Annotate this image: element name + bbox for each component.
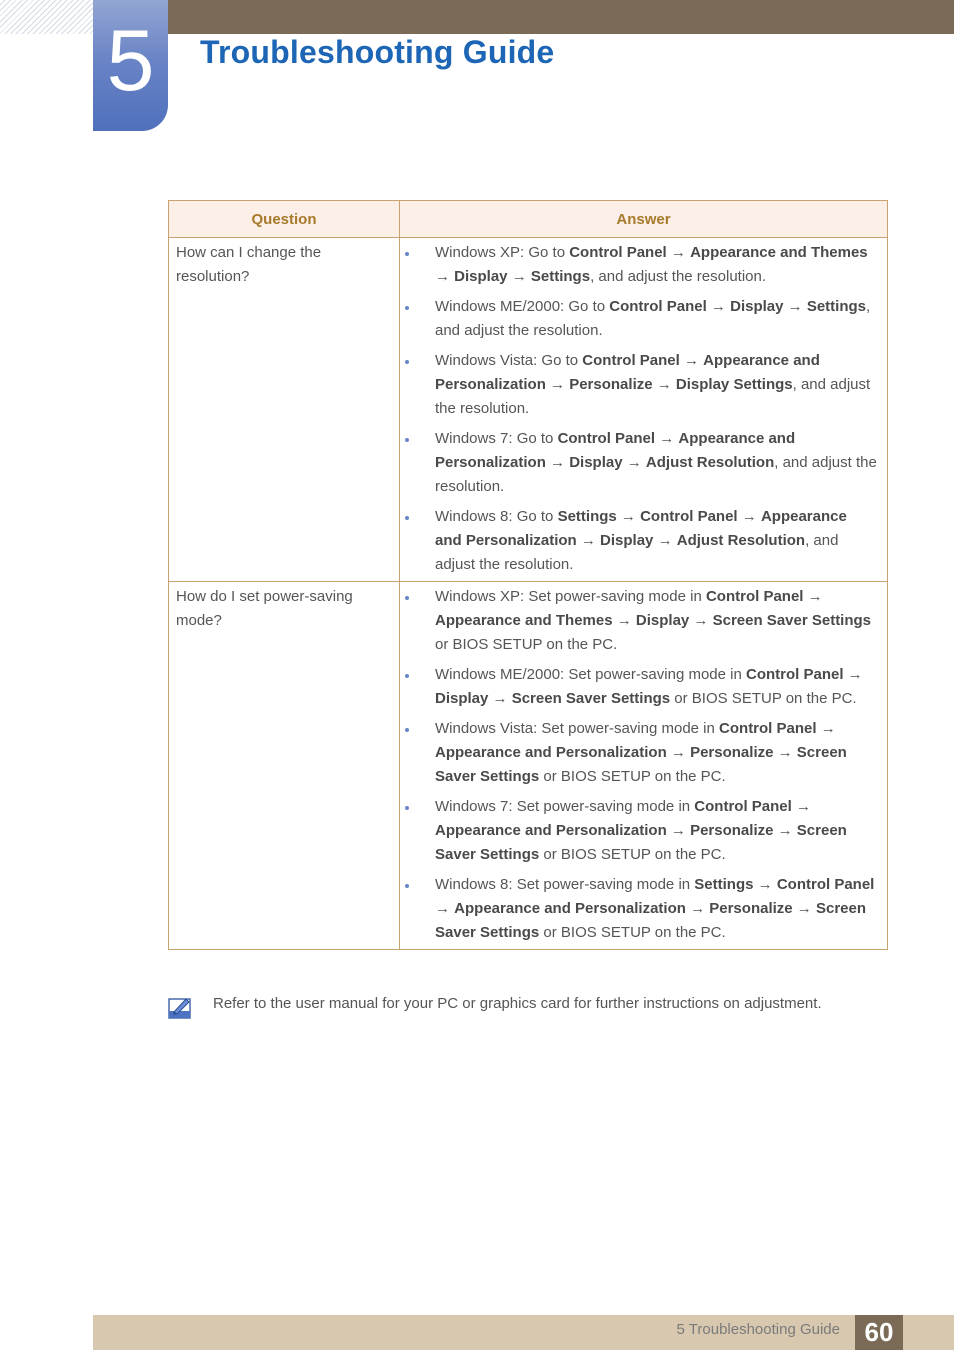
answer-text: , and adjust the resolution. [435,532,839,573]
menu-path-item: Display [635,612,690,629]
menu-path-item: Personalize [690,822,774,839]
menu-path-item: Display [569,454,623,471]
question-cell: How do I set power-saving mode? [169,582,400,950]
answer-text: → [616,508,641,525]
answer-text: → [435,268,455,285]
answer-text: → [435,900,455,917]
answer-text: → [655,430,679,447]
header-bar [168,0,954,34]
menu-path-item: Personalize [690,744,774,761]
menu-path-item: Appearance and Personalization [435,352,820,393]
answer-text: → [689,612,713,629]
table-body [169,238,888,950]
answer-list [400,241,877,577]
page-title: Troubleshooting Guide [200,34,555,70]
column-header-answer: Answer [400,201,888,238]
answer-text: → [679,352,704,369]
answer-list [400,585,877,945]
menu-path-item: Appearance and Personalization [435,822,667,839]
menu-path-item: Control Panel [705,588,804,605]
answer-text: → [488,690,512,707]
list-item [400,873,877,945]
answer-cell [400,582,888,950]
list-item [400,349,877,421]
bullet-icon [405,728,409,732]
answer-text: , and adjust the resolution. [435,298,871,339]
answer-text: → [666,244,691,261]
menu-path-item: Appearance and Personalization [454,900,686,917]
answer-text: → [685,900,710,917]
table-row [169,582,888,950]
answer-text: Windows 8: Go to [435,508,558,525]
list-item [400,717,877,789]
answer-text: Windows XP: Go to [435,244,570,261]
bullet-icon [405,306,409,310]
answer-text: or BIOS SETUP on the PC. [539,768,726,785]
menu-path-item: Display Settings [675,376,793,393]
menu-path-item: Control Panel [776,876,875,893]
question-cell: How can I change the resolution? [169,238,400,582]
list-item [400,505,877,577]
bullet-icon [405,674,409,678]
menu-path-item: Appearance and Themes [435,612,613,629]
header-hatch-decoration [0,0,93,34]
answer-text: → [545,376,570,393]
answer-text: Windows Vista: Go to [435,352,583,369]
answer-text: → [622,454,646,471]
list-item [400,585,877,657]
menu-path-item: Control Panel [719,720,817,737]
answer-text: Windows ME/2000: Go to [435,298,610,315]
answer-text: → [843,666,863,683]
list-item [400,241,877,289]
answer-text: → [576,532,601,549]
menu-path-item: Settings [806,298,866,315]
menu-path-item: Control Panel [569,244,667,261]
menu-path-item: Appearance and Personalization [435,508,847,549]
menu-path-item: Control Panel [640,508,738,525]
answer-text: or BIOS SETUP on the PC. [435,636,618,653]
menu-path-item: Settings [694,876,754,893]
menu-path-item: Appearance and Themes [690,244,868,261]
answer-cell [400,238,888,582]
note-text: Refer to the user manual for your PC or graphics card for further instructions on adjustment. [213,995,822,1012]
bullet-icon [405,438,409,442]
answer-text: → [773,744,797,761]
menu-path-item: Screen Saver Settings [511,690,671,707]
answer-text: → [803,588,823,605]
table-row [169,238,888,582]
menu-path-item: Control Panel [609,298,707,315]
answer-text: Windows Vista: Set power-saving mode in [435,720,720,737]
menu-path-item: Screen Saver Settings [435,744,847,785]
answer-text: → [612,612,636,629]
bullet-icon [405,806,409,810]
answer-text: → [652,376,676,393]
menu-path-item: Adjust Resolution [645,454,775,471]
answer-text: → [737,508,761,525]
menu-path-item: Settings [557,508,617,525]
answer-text: → [507,268,531,285]
bullet-icon [405,516,409,520]
menu-path-item: Control Panel [745,666,844,683]
list-item [400,427,877,499]
answer-text: → [666,822,691,839]
bullet-icon [405,252,409,256]
answer-text: , and adjust the resolution. [435,376,871,417]
answer-text: Windows ME/2000: Set power-saving mode in [435,666,746,683]
menu-path-item: Appearance and Personalization [435,430,796,471]
answer-text: → [816,720,836,737]
menu-path-item: Display [435,690,489,707]
answer-text: → [783,298,807,315]
answer-text: , and adjust the resolution. [590,268,767,285]
bullet-icon [405,360,409,364]
answer-text: Windows 7: Set power-saving mode in [435,798,695,815]
answer-text: or BIOS SETUP on the PC. [670,690,857,707]
menu-path-item: Screen Saver Settings [435,822,847,863]
menu-path-item: Control Panel [557,430,656,447]
menu-path-item: Control Panel [694,798,792,815]
bullet-icon [405,596,409,600]
menu-path-item: Display [600,532,654,549]
chapter-number-tab: 5 [93,0,168,131]
menu-path-item: Control Panel [582,352,680,369]
answer-text: , and adjust the resolution. [435,454,877,495]
list-item [400,295,877,343]
page-number: 60 [855,1315,903,1350]
menu-path-item: Display [454,268,508,285]
menu-path-item: Screen Saver Settings [435,900,867,941]
table-header-row [169,201,888,238]
answer-text: Windows 8: Set power-saving mode in [435,876,695,893]
answer-text: Windows XP: Set power-saving mode in [435,588,706,605]
answer-text: → [706,298,731,315]
note-pencil-icon [168,996,192,1020]
answer-text: → [792,900,816,917]
menu-path-item: Personalize [709,900,793,917]
bullet-icon [405,884,409,888]
menu-path-item: Personalize [569,376,653,393]
answer-text: → [653,532,677,549]
menu-path-item: Adjust Resolution [676,532,806,549]
list-item [400,795,877,867]
list-item [400,663,877,711]
answer-text: → [545,454,570,471]
answer-text: → [773,822,797,839]
answer-text: → [666,744,691,761]
answer-text: or BIOS SETUP on the PC. [539,846,726,863]
footer-chapter-label: 5 Troubleshooting Guide [676,1321,840,1338]
answer-text: or BIOS SETUP on the PC. [539,924,726,941]
troubleshooting-table [168,200,888,950]
menu-path-item: Appearance and Personalization [435,744,667,761]
menu-path-item: Settings [530,268,591,285]
menu-path-item: Screen Saver Settings [712,612,872,629]
answer-text: → [753,876,777,893]
answer-text: → [791,798,811,815]
column-header-question: Question [169,201,400,238]
answer-text: Windows 7: Go to [435,430,558,447]
menu-path-item: Display [730,298,784,315]
